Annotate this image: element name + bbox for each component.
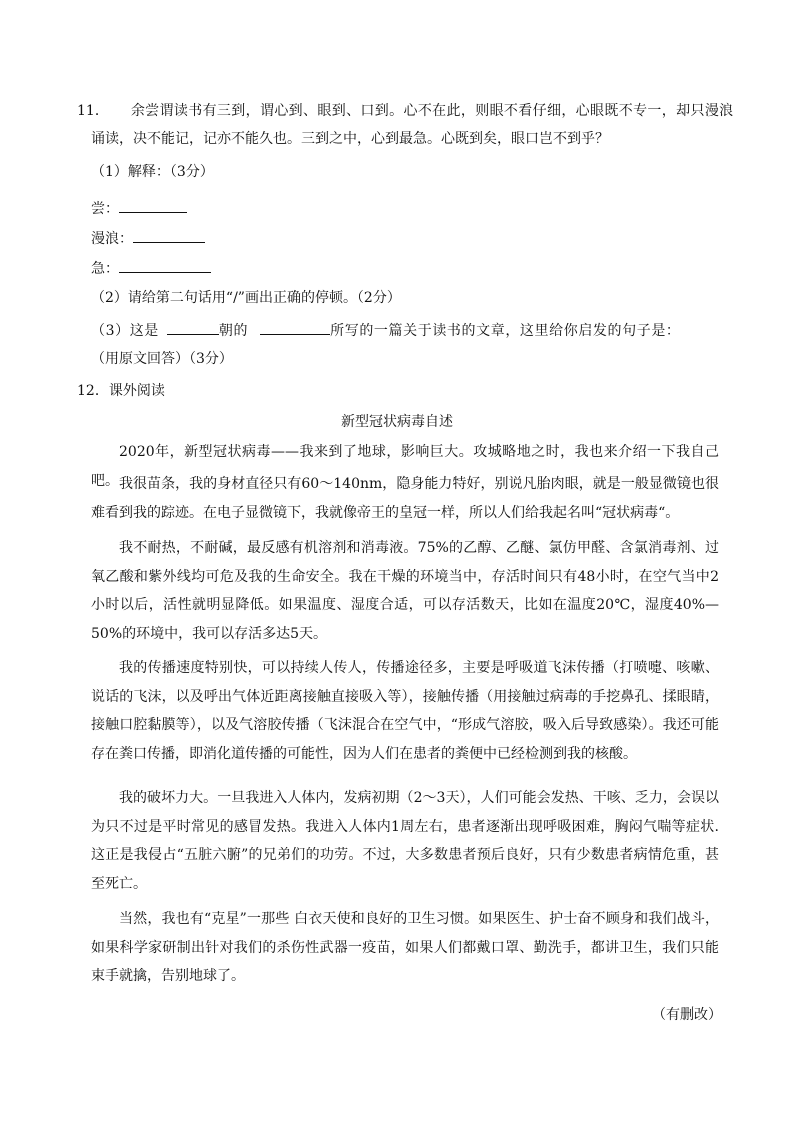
q11-sub3-c: 所写的一篇关于读书的文章，这里给你启发的句子是：: [330, 323, 681, 339]
q11-word1-row: [91, 196, 187, 220]
article-title: 新型冠状病毒自述: [341, 414, 453, 430]
q11-sub1: （1）解释：（3分）: [91, 164, 214, 180]
q11-word2-label: 漫浪：: [91, 231, 133, 247]
q11-word3-label: 急：: [91, 261, 119, 277]
q11-sub2: （2）请给第二句话用“/”画出正确的停顿。（2分）: [91, 290, 401, 306]
q11-number: 11．: [77, 103, 109, 119]
q11-passage-line2: 诵读，决不能记，记亦不能久也。三到之中，心到最急。心既到矣，眼口岂不到乎？: [91, 131, 609, 147]
q11-word1-label: 尝：: [91, 201, 119, 217]
q11-word3-row: [91, 256, 211, 280]
answer-blank-author[interactable]: [260, 318, 330, 335]
article-paragraph-4: 我的传播速度特别快，可以持续人传人，传播途径多，主要是呼吸道飞沫传播（打喷嚏、咳嗽、说话的飞沫，以及呼出气体近距离接触直接吸入等），接触传播（用接触过病毒的手挖鼻孔、揉眼睛，接触口腔黏膜等），以及气溶胶传播（飞沫混合在空气中，“形成气溶胶，吸入后导致感染）。我还可能存在粪口传播，即消化道传播的可能性，因为人们在患者的粪便中已经检测到我的核酸。: [91, 660, 719, 762]
article-paragraph-5: 我的破坏力大。一旦我进入人体内，发病初期（2～3天），人们可能会发热、干咳、乏力，会误以为只不过是平时常见的感冒发热。我进入人体内1周左右，患者逐渐出现呼吸困难，胸闷气喘等症状.这正是我侵占“五脏六腑”的兄弟们的功劳。不过，大多数患者预后良好，只有少数患者病情危重，甚至死亡。: [91, 790, 719, 892]
q12-heading: 12．课外阅读: [77, 383, 165, 399]
article-paragraph-6: 当然，我也有“克星”一那些 白衣天使和良好的卫生习惯。如果医生、护士奋不顾身和我们战斗，如果科学家研制出针对我们的杀伤性武器一疫苗，如果人们都戴口罩、勤洗手，都讲卫生，我们只能束手就擒，告别地球了。: [91, 911, 719, 984]
q11-sub3-a: （3）这是: [91, 323, 159, 339]
article-paragraph-2: 我很苗条，我的身材直径只有60～140nm，隐身能力特好，别说凡胎肉眼，就是一般显微镜也很难看到我的踪迹。在电子显微镜下，我就像帝王的皇冠一样，所以人们给我起名叫“冠状病毒“。: [91, 476, 719, 521]
answer-blank-3[interactable]: [119, 256, 211, 273]
article-paragraph-3: 我不耐热，不耐碱，最反感有机溶剂和消毒液。75%的乙醇、乙醚、氯仿甲醛、含氯消毒剂、过氧乙酸和紫外线均可危及我的生命安全。我在干燥的环境当中，存活时间只有48小时，在空气当中2小时以后，活性就明显降低。如果温度、湿度合适，可以存活数天，比如在温度20℃，湿度40%—50%的环境中，我可以存活多达5天。: [91, 540, 719, 642]
q11-line1: [77, 100, 734, 122]
q11-word2-row: [91, 226, 205, 250]
article-paragraph-1: 2020年，新型冠状病毒——我来到了地球，影响巨大。攻城略地之时，我也来介绍一下我自己吧。: [91, 444, 719, 489]
answer-blank-1[interactable]: [119, 196, 187, 213]
answer-blank-2[interactable]: [133, 226, 205, 243]
q11-passage-line1: 余尝谓读书有三到，谓心到、眼到、口到。心不在此，则眼不看仔细，心眼既不专一，却只漫浪: [130, 103, 734, 119]
q11-sub3-d: （用原文回答）（3分）: [91, 351, 233, 367]
q11-sub3-row: [91, 318, 681, 342]
answer-blank-dynasty[interactable]: [167, 318, 219, 335]
q11-sub3-b: 朝的: [218, 323, 249, 339]
edit-note: （有删改）: [652, 1007, 722, 1023]
